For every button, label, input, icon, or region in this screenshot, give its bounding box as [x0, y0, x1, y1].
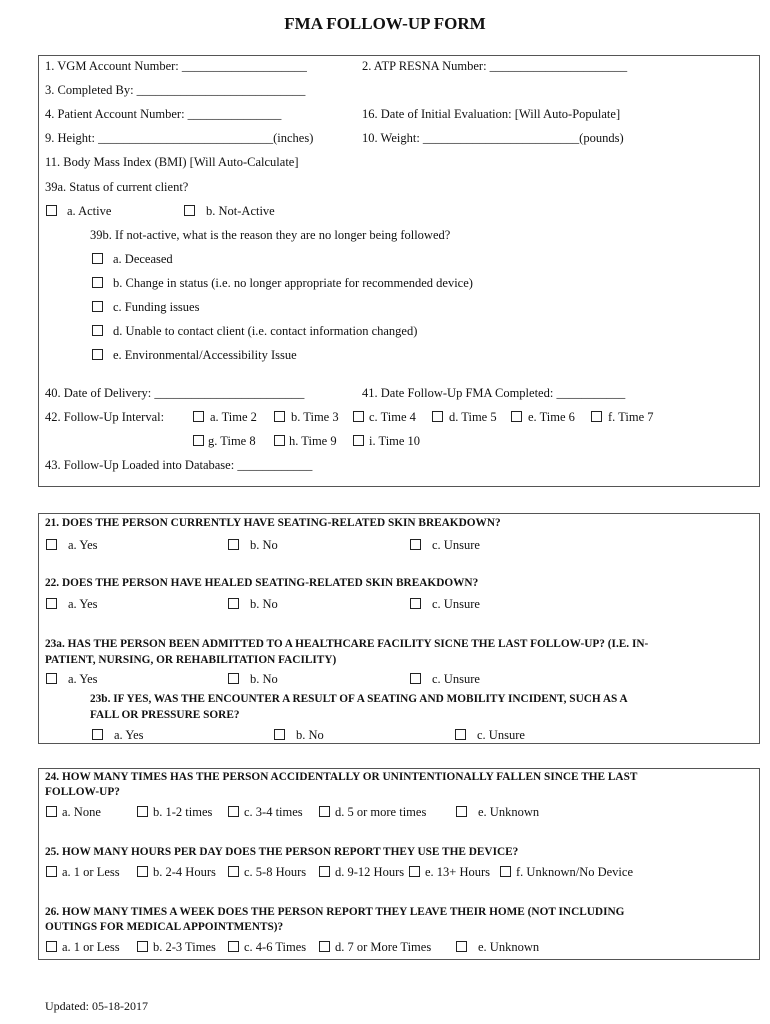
delivery-date-field[interactable]: 40. Date of Delivery: ________________________	[45, 386, 305, 400]
q26-7-or-more-checkbox[interactable]	[319, 941, 330, 952]
q23a-question-line1: 23a. HAS THE PERSON BEEN ADMITTED TO A HEALTHCARE FACILITY SICNE THE LAST FOLLOW-UP? (I.E. IN-	[45, 638, 649, 650]
q22-unsure-checkbox[interactable]	[410, 598, 421, 609]
q26-question-line1: 26. HOW MANY TIMES A WEEK DOES THE PERSON REPORT THEY LEAVE THEIR HOME (NOT INCLUDING	[45, 906, 625, 918]
reason-unable-contact-label: d. Unable to contact client (i.e. contact information changed)	[113, 324, 418, 338]
interval-time7-checkbox[interactable]	[591, 411, 602, 422]
status-not-active-label: b. Not-Active	[206, 204, 275, 218]
q25-13-plus-hours-label: e. 13+ Hours	[425, 865, 491, 879]
q21-yes-checkbox[interactable]	[46, 539, 57, 550]
q21-unsure-checkbox[interactable]	[410, 539, 421, 550]
q23b-yes-checkbox[interactable]	[92, 729, 103, 740]
q26-2-3-times-checkbox[interactable]	[137, 941, 148, 952]
q23b-unsure-checkbox[interactable]	[455, 729, 466, 740]
interval-time7-label: f. Time 7	[608, 410, 654, 424]
q26-question-line2: OUTINGS FOR MEDICAL APPOINTMENTS)?	[45, 921, 284, 933]
database-loaded-field[interactable]: 43. Follow-Up Loaded into Database: ____________	[45, 458, 313, 472]
q22-no-checkbox[interactable]	[228, 598, 239, 609]
q26-unknown-checkbox[interactable]	[456, 941, 467, 952]
bmi-field: 11. Body Mass Index (BMI) [Will Auto-Calculate]	[45, 155, 299, 169]
q25-1-or-less-checkbox[interactable]	[46, 866, 57, 877]
q24-3-4-times-checkbox[interactable]	[228, 806, 239, 817]
q22-no-label: b. No	[250, 597, 278, 611]
q23a-question-line2: PATIENT, NURSING, OR REHABILITATION FACILITY)	[45, 654, 337, 666]
interval-time2-checkbox[interactable]	[193, 411, 204, 422]
q24-1-2-times-label: b. 1-2 times	[153, 805, 213, 819]
q24-3-4-times-label: c. 3-4 times	[244, 805, 303, 819]
q23a-yes-label: a. Yes	[68, 672, 98, 686]
interval-time9-label: h. Time 9	[289, 434, 337, 448]
weight-field[interactable]: 10. Weight: _________________________(pounds)	[362, 131, 624, 145]
q25-5-8-hours-label: c. 5-8 Hours	[244, 865, 307, 879]
q24-unknown-checkbox[interactable]	[456, 806, 467, 817]
q25-2-4-hours-label: b. 2-4 Hours	[153, 865, 216, 879]
q26-1-or-less-label: a. 1 or Less	[62, 940, 120, 954]
q22-unsure-label: c. Unsure	[432, 597, 480, 611]
interval-time4-label: c. Time 4	[369, 410, 416, 424]
q26-1-or-less-checkbox[interactable]	[46, 941, 57, 952]
status-not-active-checkbox[interactable]	[184, 205, 195, 216]
q26-2-3-times-label: b. 2-3 Times	[153, 940, 216, 954]
interval-time4-checkbox[interactable]	[353, 411, 364, 422]
q23b-question-line1: 23b. IF YES, WAS THE ENCOUNTER A RESULT OF A SEATING AND MOBILITY INCIDENT, SUCH AS A	[90, 693, 628, 705]
q25-2-4-hours-checkbox[interactable]	[137, 866, 148, 877]
interval-time3-label: b. Time 3	[291, 410, 339, 424]
q25-5-8-hours-checkbox[interactable]	[228, 866, 239, 877]
patient-account-field[interactable]: 4. Patient Account Number: _______________	[45, 107, 282, 121]
fma-completed-date-field[interactable]: 41. Date Follow-Up FMA Completed: ___________	[362, 386, 626, 400]
form-title: FMA FOLLOW-UP FORM	[284, 14, 486, 33]
q25-9-12-hours-label: d. 9-12 Hours	[335, 865, 405, 879]
q26-7-or-more-label: d. 7 or More Times	[335, 940, 432, 954]
q23b-no-checkbox[interactable]	[274, 729, 285, 740]
q24-5-or-more-label: d. 5 or more times	[335, 805, 427, 819]
reason-environmental-checkbox[interactable]	[92, 349, 103, 360]
reason-environmental-label: e. Environmental/Accessibility Issue	[113, 348, 297, 362]
initial-evaluation-date: 16. Date of Initial Evaluation: [Will Auto-Populate]	[362, 107, 621, 121]
vgm-account-field[interactable]: 1. VGM Account Number: ____________________	[45, 59, 307, 73]
interval-time8-label: g. Time 8	[208, 434, 256, 448]
reason-unable-contact-checkbox[interactable]	[92, 325, 103, 336]
q23a-no-checkbox[interactable]	[228, 673, 239, 684]
q22-question: 22. DOES THE PERSON HAVE HEALED SEATING-RELATED SKIN BREAKDOWN?	[45, 577, 479, 589]
interval-time9-checkbox[interactable]	[274, 435, 285, 446]
interval-time6-checkbox[interactable]	[511, 411, 522, 422]
q21-question: 21. DOES THE PERSON CURRENTLY HAVE SEATING-RELATED SKIN BREAKDOWN?	[45, 517, 501, 529]
q26-4-6-times-checkbox[interactable]	[228, 941, 239, 952]
interval-time5-label: d. Time 5	[449, 410, 497, 424]
q25-question: 25. HOW MANY HOURS PER DAY DOES THE PERSON REPORT THEY USE THE DEVICE?	[45, 846, 519, 858]
q22-yes-checkbox[interactable]	[46, 598, 57, 609]
q21-unsure-label: c. Unsure	[432, 538, 480, 552]
height-field[interactable]: 9. Height: ____________________________(inches)	[45, 131, 314, 145]
q24-question-line1: 24. HOW MANY TIMES HAS THE PERSON ACCIDENTALLY OR UNINTENTIONALLY FALLEN SINCE THE LAST	[45, 771, 638, 783]
interval-label: 42. Follow-Up Interval:	[45, 410, 165, 424]
q21-no-label: b. No	[250, 538, 278, 552]
interval-time10-label: i. Time 10	[369, 434, 421, 448]
q22-yes-label: a. Yes	[68, 597, 98, 611]
q25-1-or-less-label: a. 1 or Less	[62, 865, 120, 879]
updated-date: Updated: 05-18-2017	[45, 999, 148, 1013]
atp-resna-field[interactable]: 2. ATP RESNA Number: ______________________	[362, 59, 628, 73]
q23b-question-line2: FALL OR PRESSURE SORE?	[90, 709, 240, 721]
reason-deceased-checkbox[interactable]	[92, 253, 103, 264]
q24-1-2-times-checkbox[interactable]	[137, 806, 148, 817]
status-active-checkbox[interactable]	[46, 205, 57, 216]
reason-change-status-label: b. Change in status (i.e. no longer appropriate for recommended device)	[113, 276, 473, 290]
interval-time5-checkbox[interactable]	[432, 411, 443, 422]
interval-time8-checkbox[interactable]	[193, 435, 204, 446]
q26-4-6-times-label: c. 4-6 Times	[244, 940, 307, 954]
q23b-yes-label: a. Yes	[114, 728, 144, 742]
q25-13-plus-hours-checkbox[interactable]	[409, 866, 420, 877]
q23a-unsure-label: c. Unsure	[432, 672, 480, 686]
q24-5-or-more-checkbox[interactable]	[319, 806, 330, 817]
q25-9-12-hours-checkbox[interactable]	[319, 866, 330, 877]
status-question: 39a. Status of current client?	[45, 180, 189, 194]
reason-funding-label: c. Funding issues	[113, 300, 200, 314]
interval-time10-checkbox[interactable]	[353, 435, 364, 446]
q23b-unsure-label: c. Unsure	[477, 728, 525, 742]
q23b-no-label: b. No	[296, 728, 324, 742]
interval-time2-label: a. Time 2	[210, 410, 257, 424]
q23a-yes-checkbox[interactable]	[46, 673, 57, 684]
reason-question: 39b. If not-active, what is the reason they are no longer being followed?	[90, 228, 451, 242]
q24-question-line2: FOLLOW-UP?	[45, 786, 120, 798]
completed-by-field[interactable]: 3. Completed By: ___________________________	[45, 83, 306, 97]
interval-time6-label: e. Time 6	[528, 410, 575, 424]
q25-unknown-checkbox[interactable]	[500, 866, 511, 877]
reason-deceased-label: a. Deceased	[113, 252, 173, 266]
q24-none-label: a. None	[62, 805, 101, 819]
q25-unknown-label: f. Unknown/No Device	[516, 865, 633, 879]
q24-none-checkbox[interactable]	[46, 806, 57, 817]
interval-time3-checkbox[interactable]	[274, 411, 285, 422]
q24-unknown-label: e. Unknown	[478, 805, 540, 819]
q23a-unsure-checkbox[interactable]	[410, 673, 421, 684]
status-active-label: a. Active	[67, 204, 112, 218]
q26-unknown-label: e. Unknown	[478, 940, 540, 954]
q21-no-checkbox[interactable]	[228, 539, 239, 550]
q23a-no-label: b. No	[250, 672, 278, 686]
reason-funding-checkbox[interactable]	[92, 301, 103, 312]
q21-yes-label: a. Yes	[68, 538, 98, 552]
reason-change-status-checkbox[interactable]	[92, 277, 103, 288]
